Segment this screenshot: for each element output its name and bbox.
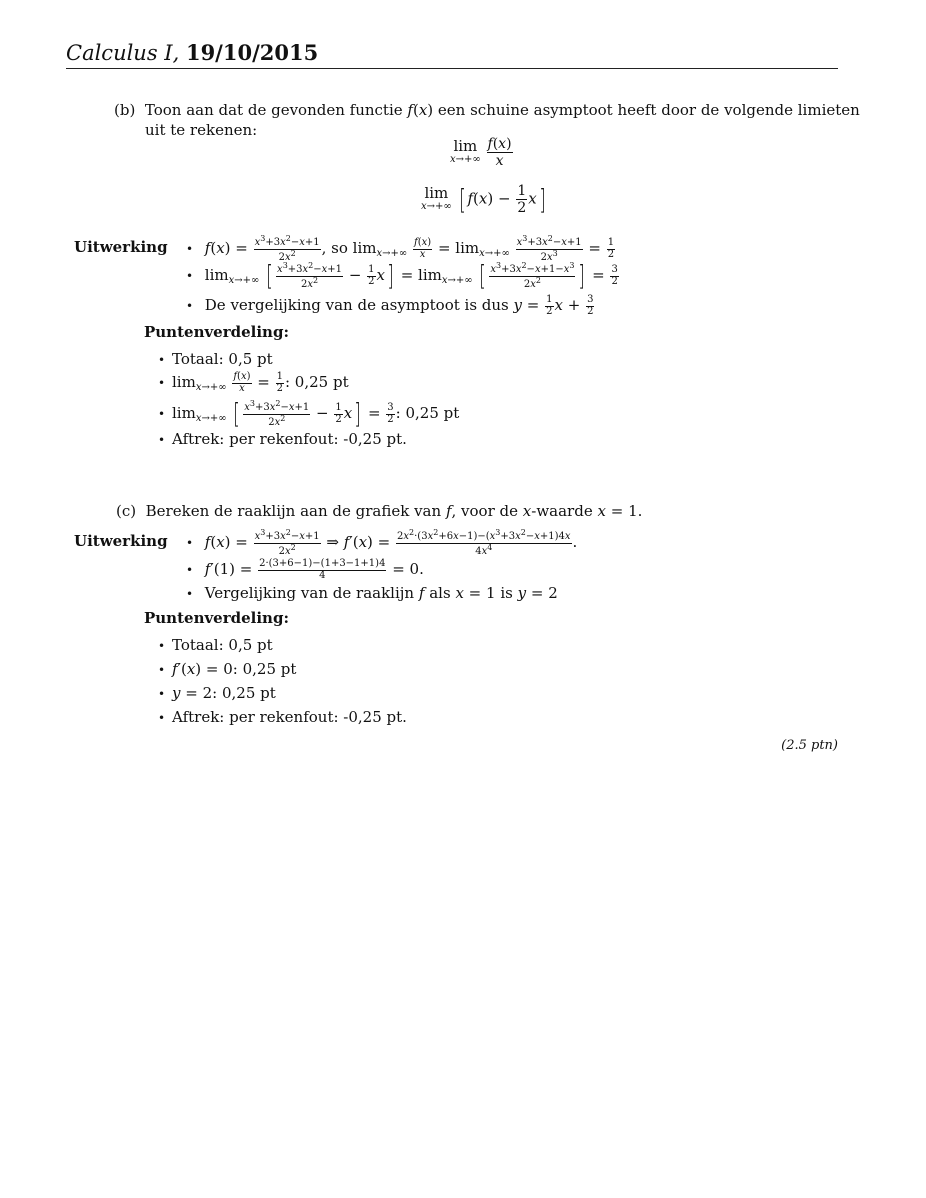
bullet-icon bbox=[186, 242, 200, 257]
part-c-point-3: •y = 2: 0,25 pt bbox=[158, 684, 276, 703]
part-b-question-line2: uit te rekenen: bbox=[145, 121, 258, 139]
part-c-point-4 bbox=[158, 708, 407, 727]
course-name: Calculus I, bbox=[66, 41, 180, 65]
part-b-uitwerking-label: Uitwerking bbox=[74, 238, 168, 256]
point-text: : 0,25 pt bbox=[284, 373, 349, 391]
part-b-point-4 bbox=[158, 430, 407, 449]
bullet-icon bbox=[186, 299, 200, 314]
part-c-question: (c) Bereken de raaklijn aan de grafiek van f, voor de x-waarde x = 1. bbox=[116, 502, 643, 520]
part-c-point-1 bbox=[158, 636, 273, 655]
part-c-bullet-3-text: Vergelijking van de raaklijn bbox=[204, 584, 415, 602]
part-c-label: (c) bbox=[116, 502, 137, 520]
point-text: : 0,25 pt bbox=[395, 404, 460, 422]
part-b-point-1 bbox=[158, 350, 273, 369]
bullet-icon bbox=[158, 353, 172, 368]
part-c-question-text: Bereken de raaklijn aan de grafiek van bbox=[145, 502, 442, 520]
part-c-uitwerking-label: Uitwerking bbox=[74, 532, 168, 550]
bullet-icon bbox=[158, 407, 172, 422]
point-text: Totaal: 0,5 pt bbox=[172, 636, 273, 654]
bullet-icon bbox=[158, 663, 172, 678]
part-b-question-line1: (b) Toon aan dat de gevonden functie f(x) een schuine asymptoot heeft door de volgende limieten bbox=[114, 101, 860, 119]
bullet-icon bbox=[158, 711, 172, 726]
part-b-bullet-2: • $\lim_{x\to+\infty}$ [ $\frac{x^3+3x^2-x+1}{2x^2}$ − $\frac{1}{2}$ $x] = \lim_{x\to+\infty}$ [ $\frac{x^3+3x^2-x+1-x^3}{2x^2}$ ] = $\frac{3}{2}$ bbox=[186, 262, 620, 290]
bullet-icon bbox=[158, 433, 172, 448]
bullet-icon bbox=[186, 563, 200, 578]
part-c-point-2: •f′(x) = 0: 0,25 pt bbox=[158, 660, 296, 679]
bullet-icon bbox=[158, 376, 172, 391]
part-c-puntenverdeling-label: Puntenverdeling: bbox=[144, 609, 289, 627]
page-header bbox=[66, 38, 838, 69]
score-label: (2.5 ptn) bbox=[781, 738, 838, 753]
part-b-puntenverdeling-label: Puntenverdeling: bbox=[144, 323, 289, 341]
part-c-bullet-1: • f(x) = $\frac{x^3+3x^2-x+1}{2x^2}$ ⇒ f′(x) = $\frac{2x^2\cdot(3x^2+6x-1)-(x^3+3x^2-x+1)4x}{4x^4}$ . bbox=[186, 529, 577, 557]
limit-display-2: lim x→+∞ [ f(x) − $\frac{1}{2}$ x] bbox=[421, 182, 546, 217]
point-text: Aftrek: per rekenfout: -0,25 pt. bbox=[172, 708, 407, 726]
bullet-icon bbox=[186, 587, 200, 602]
exam-date: 19/10/2015 bbox=[185, 40, 319, 65]
so-word: , so bbox=[321, 239, 348, 257]
part-c-bullet-3-text-mid2: is bbox=[500, 584, 513, 602]
part-c-bullet-3: • Vergelijking van de raaklijn f als x = 1 is y = 2 bbox=[186, 584, 558, 603]
part-b-point-3: $•\lim_{x\to+\infty}$ [ $\frac{x^3+3x^2-x+1}{2x^2}$ − $\frac{1}{2}$ x] = $\frac{3}{2}$ : 0,25 pt bbox=[158, 400, 459, 428]
part-c-question-text-mid: , voor de bbox=[451, 502, 519, 520]
part-b-bullet-3: • De vergelijking van de asymptoot is dus y = $\frac{1}{2}$ x + $\frac{3}{2}$ bbox=[186, 295, 595, 317]
point-text: = 2: 0,25 pt bbox=[185, 684, 276, 702]
part-b-bullet-1: • f(x) = $\frac{x^3+3x^2-x+1}{2x^2}$ , so $\lim_{x\to+\infty}$ $\frac{f(x)}{x}$ = $\lim_{x\to+\infty}$ $\frac{x^3+3x^2-x+1}{2x^3}$ = $\frac{1}{2}$ bbox=[186, 235, 616, 263]
part-b-bullet-3-text: De vergelijking van de asymptoot is dus bbox=[204, 296, 509, 314]
part-b-question-text-pre: Toon aan dat de gevonden functie bbox=[144, 101, 403, 119]
page-title bbox=[66, 40, 318, 65]
part-b-question-text-post: een schuine asymptoot heeft door de volgende limieten bbox=[437, 101, 860, 119]
part-c-bullet-3-text-mid: als bbox=[429, 584, 451, 602]
limit-display-1: lim x→+∞ $\frac{f(x)}{x}$ bbox=[450, 136, 512, 170]
point-text: = 0: 0,25 pt bbox=[205, 660, 297, 678]
part-b-point-2: $•\lim_{x\to+\infty}$ $\frac{f(x)}{x}$ = $\frac{1}{2}$ : 0,25 pt bbox=[158, 372, 349, 395]
bullet-icon bbox=[186, 536, 200, 551]
bullet-icon bbox=[158, 687, 172, 702]
bullet-icon bbox=[158, 639, 172, 654]
point-text: Totaal: 0,5 pt bbox=[172, 350, 273, 368]
part-b-label: (b) bbox=[114, 101, 136, 119]
part-c-question-text-mid2: -waarde bbox=[531, 502, 593, 520]
point-text: Aftrek: per rekenfout: -0,25 pt. bbox=[172, 430, 407, 448]
part-c-bullet-2: • f′(1) = $\frac{2\cdot(3+6-1)-(1+3-1+1)4}{4}$ = 0. bbox=[186, 559, 424, 581]
bullet-icon bbox=[186, 269, 200, 284]
